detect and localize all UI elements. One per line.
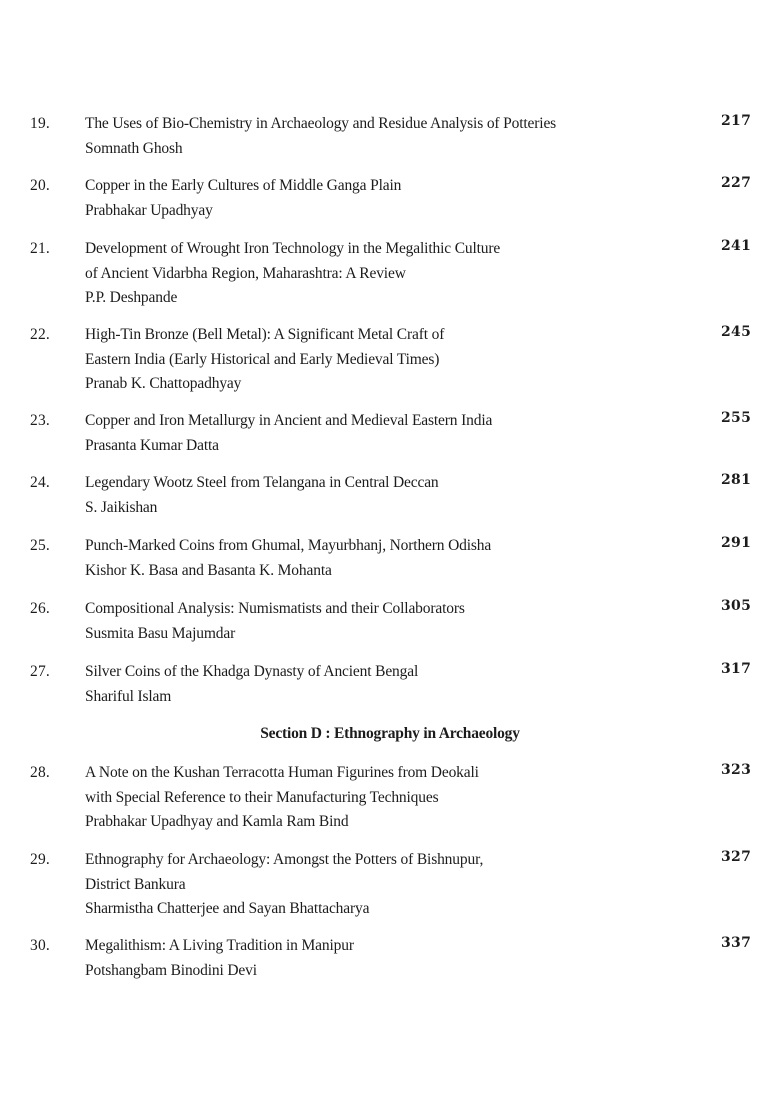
entry-page-number: 227 bbox=[721, 175, 752, 191]
entry-number: 20. bbox=[30, 177, 50, 194]
entry-author: Somnath Ghosh bbox=[85, 139, 183, 157]
entry-number: 30. bbox=[30, 937, 50, 954]
entry-number: 28. bbox=[30, 764, 50, 781]
entry-author: Pranab K. Chattopadhyay bbox=[85, 375, 242, 392]
entry-page-number: 241 bbox=[721, 238, 752, 254]
entry-title: Silver Coins of the Khadga Dynasty of Ancient Bengal bbox=[85, 663, 419, 680]
entry-number: 22. bbox=[30, 326, 50, 343]
entry-author: S. Jaikishan bbox=[85, 498, 158, 516]
entry-title: Legendary Wootz Steel from Telangana in Central Deccan bbox=[85, 474, 439, 491]
entry-title: The Uses of Bio-Chemistry in Archaeology and Residue Analysis of Potteries bbox=[85, 115, 557, 132]
entry-number: 26. bbox=[30, 600, 50, 617]
entry-page-number: 317 bbox=[721, 661, 752, 677]
entry-author: Shariful Islam bbox=[85, 687, 172, 705]
entry-author: P.P. Deshpande bbox=[85, 289, 178, 306]
entry-page-number: 305 bbox=[721, 598, 752, 614]
entry-page-number: 255 bbox=[721, 410, 752, 426]
entry-title-line-2: District Bankura bbox=[85, 875, 186, 893]
entry-title-line-2: Eastern India (Early Historical and Early Medieval Times) bbox=[85, 350, 440, 368]
entry-number: 24. bbox=[30, 474, 50, 491]
entry-author: Potshangbam Binodini Devi bbox=[85, 961, 257, 979]
entry-title-line-2: with Special Reference to their Manufacturing Techniques bbox=[85, 788, 439, 806]
entry-author: Sharmistha Chatterjee and Sayan Bhattacharya bbox=[85, 900, 370, 917]
entry-title-line-1: High-Tin Bronze (Bell Metal): A Significant Metal Craft of bbox=[85, 326, 445, 343]
entry-author: Kishor K. Basa and Basanta K. Mohanta bbox=[85, 561, 332, 579]
entry-page-number: 337 bbox=[721, 935, 752, 951]
entry-number: 21. bbox=[30, 240, 50, 257]
entry-page-number: 245 bbox=[721, 324, 752, 340]
entry-title-line-1: Development of Wrought Iron Technology in the Megalithic Culture bbox=[85, 240, 501, 257]
entry-number: 23. bbox=[30, 412, 50, 429]
entry-page-number: 327 bbox=[721, 849, 752, 865]
entry-title: Megalithism: A Living Tradition in Manipur bbox=[85, 937, 354, 954]
entry-page-number: 217 bbox=[721, 113, 752, 129]
entry-number: 19. bbox=[30, 115, 50, 132]
entry-author: Prasanta Kumar Datta bbox=[85, 436, 219, 454]
entry-author: Prabhakar Upadhyay and Kamla Ram Bind bbox=[85, 813, 349, 830]
entry-page-number: 323 bbox=[721, 762, 752, 778]
entry-number: 29. bbox=[30, 851, 50, 868]
entry-title: Copper in the Early Cultures of Middle Ganga Plain bbox=[85, 177, 402, 194]
entry-title: Copper and Iron Metallurgy in Ancient and Medieval Eastern India bbox=[85, 412, 493, 429]
entry-author: Susmita Basu Majumdar bbox=[85, 624, 236, 642]
entry-page-number: 291 bbox=[721, 535, 752, 551]
entry-number: 25. bbox=[30, 537, 50, 554]
entry-title-line-1: Ethnography for Archaeology: Amongst the Potters of Bishnupur, bbox=[85, 851, 484, 868]
entry-number: 27. bbox=[30, 663, 50, 680]
section-heading bbox=[0, 723, 780, 745]
section-heading-text: Section D : Ethnography in Archaeology bbox=[260, 725, 520, 742]
entry-author: Prabhakar Upadhyay bbox=[85, 201, 213, 219]
entry-title: Punch-Marked Coins from Ghumal, Mayurbhanj, Northern Odisha bbox=[85, 537, 492, 554]
entry-title-line-1: A Note on the Kushan Terracotta Human Figurines from Deokali bbox=[85, 764, 479, 781]
entry-title: Compositional Analysis: Numismatists and their Collaborators bbox=[85, 600, 465, 617]
entry-page-number: 281 bbox=[721, 472, 752, 488]
entry-title-line-2: of Ancient Vidarbha Region, Maharashtra: A Review bbox=[85, 264, 406, 282]
